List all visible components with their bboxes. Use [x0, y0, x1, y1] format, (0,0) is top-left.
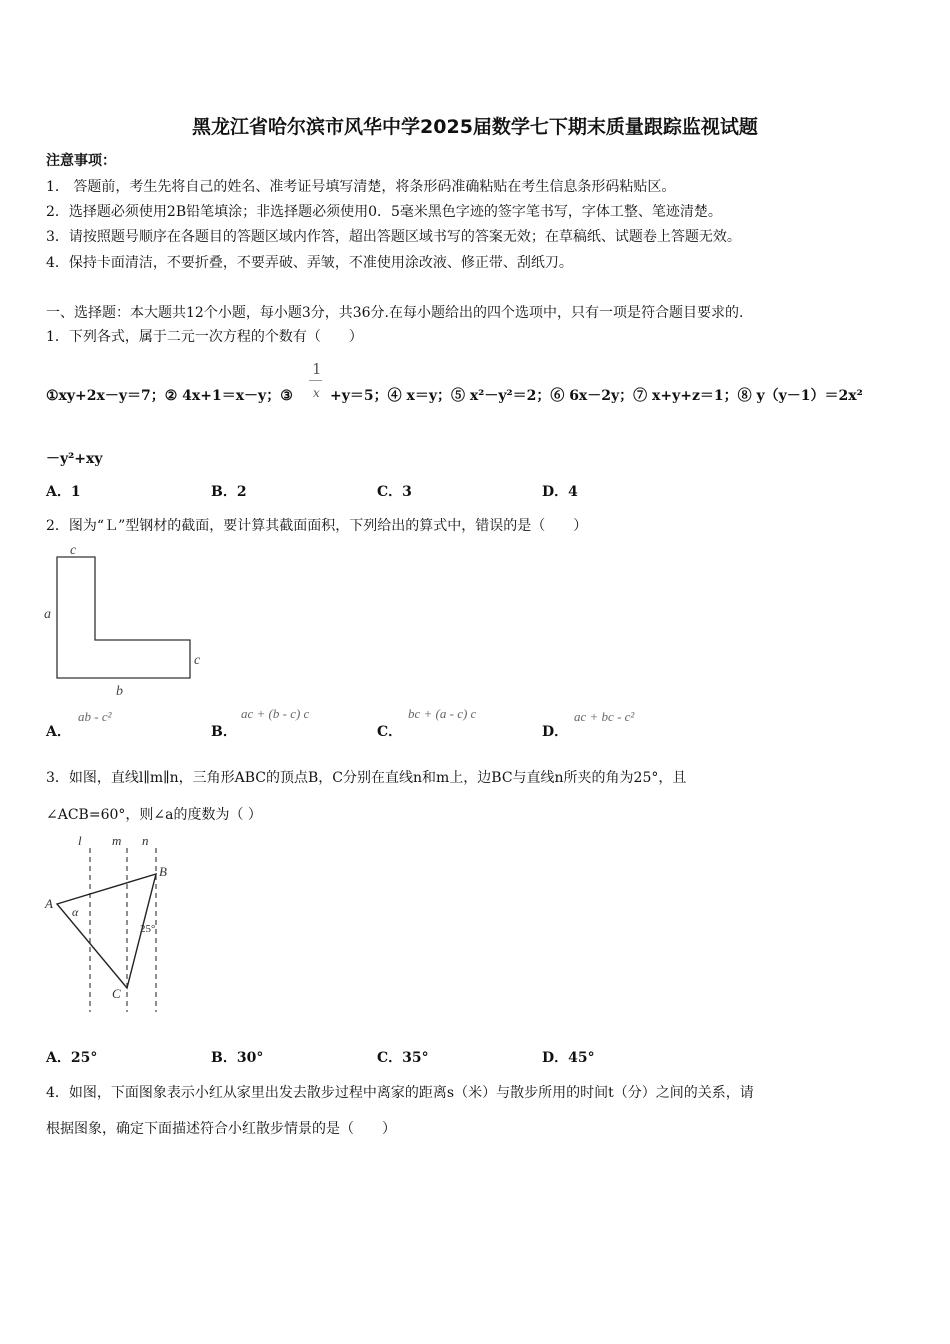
- label-b: B: [159, 864, 167, 879]
- q2-option-b-formula[interactable]: ac + (b - c) c: [241, 706, 310, 721]
- q2-option-c-formula[interactable]: bc + (a - c) c: [408, 706, 477, 721]
- q1-option-a[interactable]: A．1: [46, 484, 81, 500]
- q3-option-c[interactable]: C．35°: [377, 1050, 429, 1066]
- q3-parallel-lines-figure: [40, 830, 180, 1015]
- label-alpha: α: [72, 905, 79, 919]
- page-title: 黑龙江省哈尔滨市风华中学2025届数学七下期末质量跟踪监视试题: [192, 116, 758, 138]
- notice-item-4: 4．保持卡面清洁，不要折叠，不要弄破、弄皱，不准使用涂改液、修正带、刮纸刀。: [46, 255, 573, 271]
- label-bottom-b: b: [116, 684, 123, 699]
- notice-item-2: 2．选择题必须使用2B铅笔填涂；非选择题必须使用0．5毫米黑色字迹的签字笔书写，字体工整、笔迹清楚。: [46, 204, 722, 220]
- q3-stem-line1: 3．如图，直线l∥m∥n，三角形ABC的顶点B，C分别在直线n和m上，边BC与直线n所夹的角为25°，且: [46, 770, 687, 786]
- q2-option-a-letter[interactable]: A．: [46, 724, 71, 740]
- q2-stem: 2．图为“Ｌ”型钢材的截面，要计算其截面面积，下列给出的算式中，错误的是（ ）: [46, 518, 588, 534]
- label-left-a: a: [44, 607, 51, 622]
- q2-option-d-formula[interactable]: ac + bc - c²: [574, 709, 635, 724]
- section-heading: 一、选择题：本大题共12个小题，每小题3分，共36分.在每小题给出的四个选项中，只有一项是符合题目要求的.: [46, 305, 744, 321]
- q1-option-d[interactable]: D．4: [542, 484, 578, 500]
- q1-fraction-denominator: x: [313, 386, 320, 400]
- label-l: l: [78, 833, 82, 848]
- notice-item-1: 1． 答题前，考生先将自己的姓名、准考证号填写清楚，将条形码准确粘贴在考生信息条形码粘贴区。: [46, 179, 676, 195]
- q1-option-c[interactable]: C．3: [377, 484, 412, 500]
- notice-heading: 注意事项：: [46, 153, 116, 169]
- q1-expressions-part3: －y²+xy: [46, 451, 103, 467]
- q1-fraction-numerator: 1: [312, 360, 322, 378]
- label-right-c: c: [194, 653, 201, 668]
- q1-option-b[interactable]: B．2: [211, 484, 247, 500]
- q1-fraction-bar: [309, 380, 322, 381]
- q2-option-b-letter[interactable]: B．: [211, 724, 237, 740]
- label-top-c: c: [70, 543, 77, 558]
- label-25-degrees: 25°: [140, 923, 156, 935]
- q3-option-a[interactable]: A．25°: [46, 1050, 98, 1066]
- q4-stem-line1: 4．如图，下面图象表示小红从家里出发去散步过程中离家的距离s（米）与散步所用的时间t（分）之间的关系，请: [46, 1085, 754, 1101]
- q2-option-c-letter[interactable]: C．: [377, 724, 403, 740]
- q4-stem-line2: 根据图象，确定下面描述符合小红散步情景的是（ ）: [46, 1121, 396, 1137]
- l-shape-outline: [57, 557, 190, 678]
- label-a: A: [45, 896, 53, 911]
- label-n: n: [142, 833, 149, 848]
- q2-option-a-formula[interactable]: ab - c²: [78, 709, 112, 724]
- label-c: C: [112, 986, 121, 1001]
- q3-option-d[interactable]: D．45°: [542, 1050, 595, 1066]
- label-m: m: [112, 833, 122, 848]
- q1-expressions-part2: +y＝5；④ x＝y；⑤ x²－y²＝2；⑥ 6x－2y；⑦ x+y+z＝1；⑧ y（y－1）＝2x²: [330, 388, 863, 404]
- q1-stem: 1．下列各式，属于二元一次方程的个数有（ ）: [46, 329, 363, 345]
- q3-stem-line2: ∠ACB=60°，则∠a的度数为（ ）: [46, 807, 262, 823]
- notice-item-3: 3．请按照题号顺序在各题目的答题区域内作答，超出答题区域书写的答案无效；在草稿纸、试题卷上答题无效。: [46, 229, 741, 245]
- q2-l-shape-figure: [40, 540, 215, 700]
- q1-expressions-part1: ①xy+2x－y＝7；② 4x+1＝x－y；③: [46, 388, 293, 404]
- q2-option-d-letter[interactable]: D．: [542, 724, 569, 740]
- q3-option-b[interactable]: B．30°: [211, 1050, 264, 1066]
